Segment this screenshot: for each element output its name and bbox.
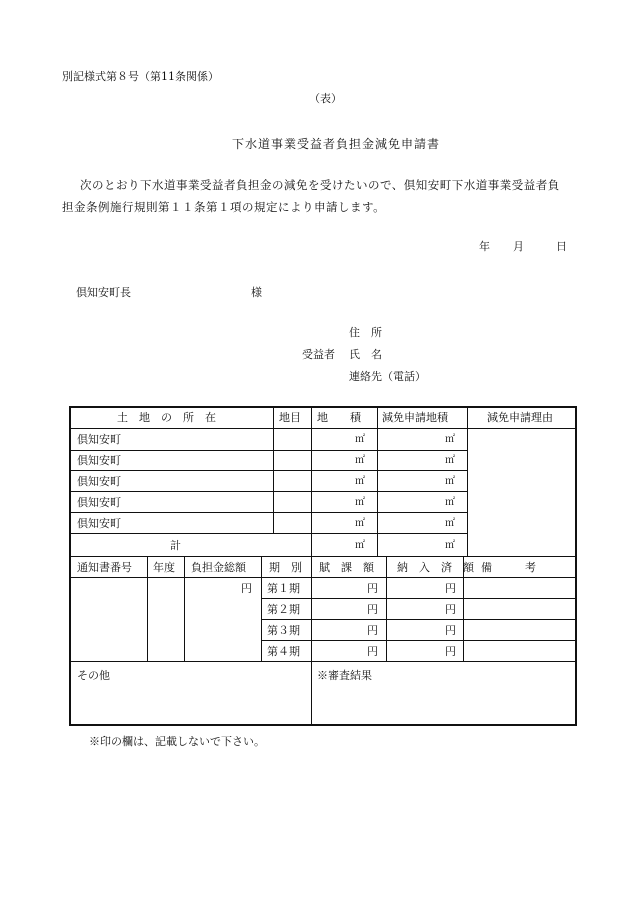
reduction-unit: ㎡ — [445, 455, 455, 466]
assessed-yen: 円 — [367, 603, 378, 616]
paid-yen: 円 — [445, 582, 456, 595]
land-location: 倶知安町 — [77, 496, 121, 509]
reduction-unit: ㎡ — [445, 497, 455, 508]
footnote: ※印の欄は、記載しないで下さい。 — [89, 735, 265, 748]
header-remarks: 備 考 — [481, 561, 536, 574]
address-label: 住 所 — [349, 326, 382, 339]
total-label: 計 — [170, 539, 181, 552]
header-assessed: 賦 課 額 — [319, 561, 374, 574]
date-month: 月 — [513, 240, 524, 253]
header-total-charge: 負担金総額 — [191, 561, 246, 574]
review-result-label: ※審査結果 — [317, 669, 372, 682]
addressee-honorific: 様 — [251, 286, 262, 299]
header-term: 期 別 — [269, 561, 302, 574]
header-fiscal-year: 年度 — [153, 561, 175, 574]
body-line-2: 担金条例施行規則第１１条第１項の規定により申請します。 — [62, 200, 386, 214]
land-location: 倶知安町 — [77, 454, 121, 467]
form-number: 別記様式第８号（第11条関係） — [62, 70, 219, 83]
other-label: その他 — [77, 669, 110, 682]
document-title: 下水道事業受益者負担金減免申請書 — [232, 137, 441, 151]
header-location: 土 地 の 所 在 — [117, 411, 216, 424]
assessed-yen: 円 — [367, 582, 378, 595]
land-location: 倶知安町 — [77, 433, 121, 446]
assessed-yen: 円 — [367, 624, 378, 637]
term-label: 第２期 — [267, 603, 300, 616]
header-category: 地目 — [279, 411, 301, 424]
total-charge-yen: 円 — [241, 582, 252, 595]
term-label: 第１期 — [267, 582, 300, 595]
term-label: 第３期 — [267, 624, 300, 637]
assessed-yen: 円 — [367, 645, 378, 658]
applicant-role: 受益者 — [302, 348, 335, 361]
area-unit: ㎡ — [355, 476, 365, 487]
area-unit: ㎡ — [355, 434, 365, 445]
application-table — [69, 406, 577, 726]
land-location: 倶知安町 — [77, 517, 121, 530]
header-reduction-area: 減免申請地積 — [382, 411, 448, 424]
area-unit: ㎡ — [355, 497, 365, 508]
header-paid: 納 入 済 額 — [397, 561, 474, 574]
term-label: 第４期 — [267, 645, 300, 658]
date-day: 日 — [556, 240, 567, 253]
total-reduction-unit: ㎡ — [445, 540, 455, 551]
header-reason: 減免申請理由 — [487, 411, 553, 424]
header-notice-no: 通知書番号 — [77, 561, 132, 574]
total-area-unit: ㎡ — [355, 540, 365, 551]
area-unit: ㎡ — [355, 455, 365, 466]
body-line-1: 次のとおり下水道事業受益者負担金の減免を受けたいので、倶知安町下水道事業受益者負 — [80, 178, 560, 192]
contact-label: 連絡先（電話） — [349, 370, 426, 383]
reduction-unit: ㎡ — [445, 518, 455, 529]
side-label: （表） — [309, 92, 342, 105]
paid-yen: 円 — [445, 603, 456, 616]
area-unit: ㎡ — [355, 518, 365, 529]
name-label: 氏 名 — [349, 348, 382, 361]
reduction-unit: ㎡ — [445, 434, 455, 445]
reduction-unit: ㎡ — [445, 476, 455, 487]
addressee-name: 倶知安町長 — [76, 286, 131, 299]
paid-yen: 円 — [445, 645, 456, 658]
paid-yen: 円 — [445, 624, 456, 637]
date-year: 年 — [479, 240, 490, 253]
header-area: 地 積 — [317, 411, 361, 424]
land-location: 倶知安町 — [77, 475, 121, 488]
